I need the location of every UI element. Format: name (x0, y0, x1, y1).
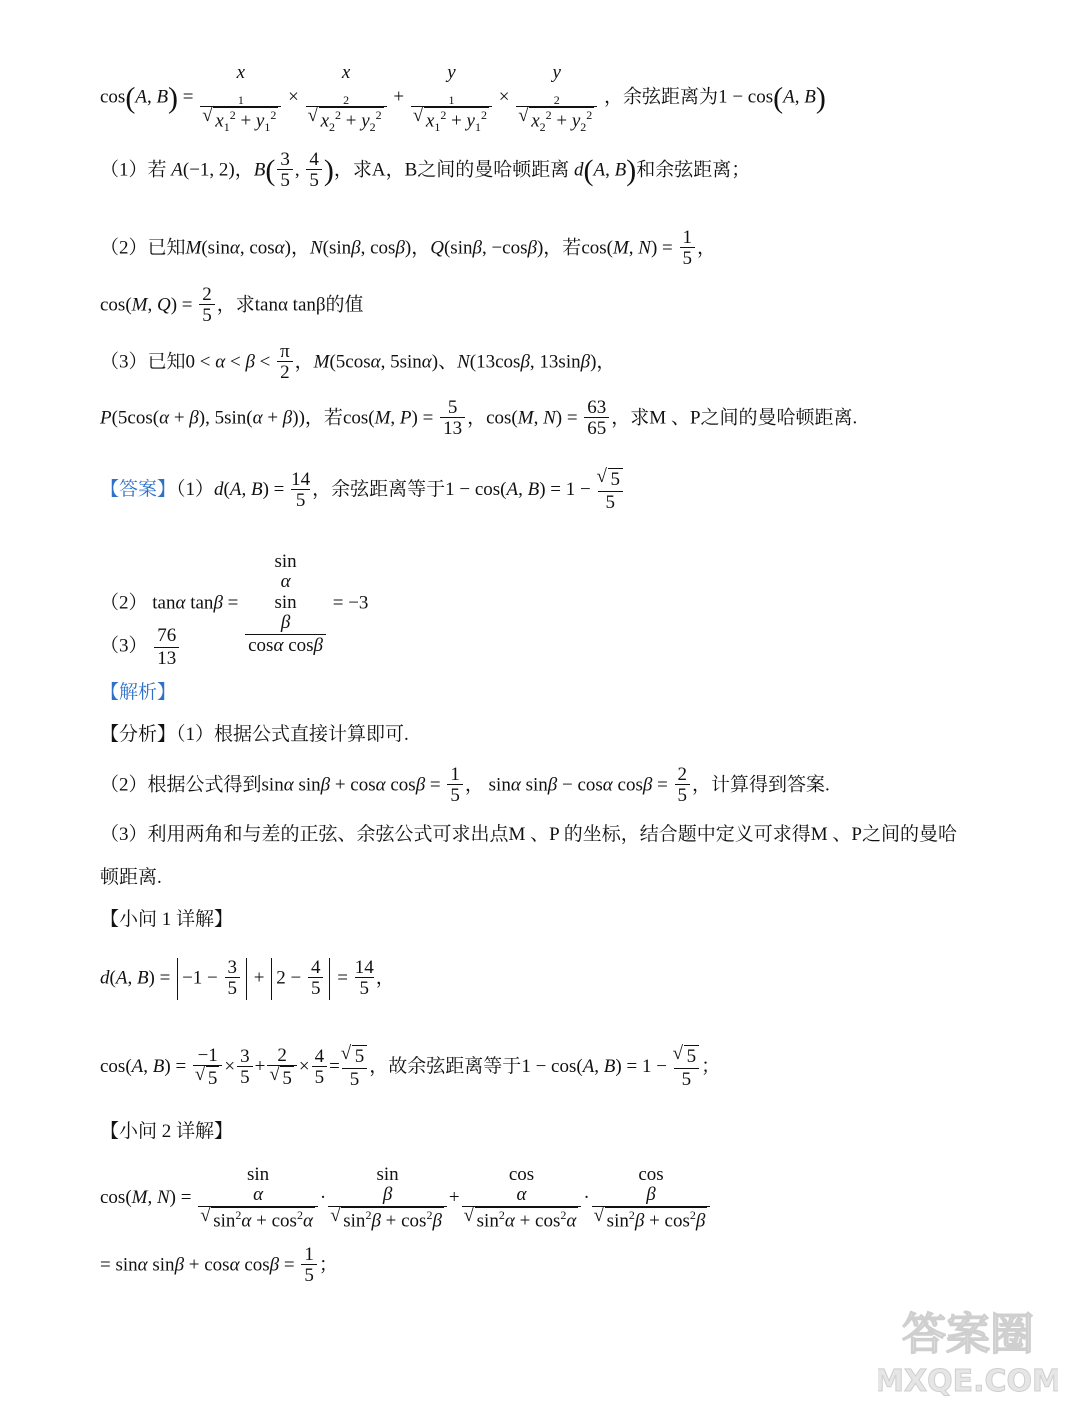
sub1-text: ，故余弦距离等于 (369, 1056, 522, 1078)
watermark-text-1: 答案圈 (902, 1309, 1034, 1360)
sub1-formula-cos: cos(A, B) = −1 √ 5 × 3 5 +2 √ 5 × 4 5 = √ $\frac{5}{5}$ ，故余弦距离等于1 − cos(A, B) = 1 − √ $\frac{5}{5}$ ； (100, 1045, 1020, 1091)
q1-tail: 和余弦距离； (636, 159, 751, 181)
question-1: （1）若 A(−1, 2)，B( 3 5 , 4 5 )，求A，B之间的曼哈顿距离 d(A, B)和余弦距离； (100, 149, 751, 191)
analysis-p3-line2: 顿距离. (100, 867, 162, 888)
answer-1-label: （1） (176, 479, 215, 501)
analysis-p2: （2）根据公式得到sinα sinβ + cosα cosβ = 1 5 ， sinα sinβ − cosα cosβ = 2 5 ，计算得到答案. (100, 764, 830, 806)
q1-text: ，求A，B之间的曼哈顿距离 (333, 159, 570, 181)
answer-tag: 【答案】 (100, 479, 177, 501)
analysis-p2-pre: （2）根据公式得到 (100, 774, 262, 796)
analysis-p2-post: ，计算得到答案. (692, 774, 830, 796)
q3-label: （3）已知 (100, 351, 186, 373)
sub2-result: = sinα sinβ + cosα cosβ = 1 5 ； (100, 1244, 338, 1286)
sub2-title: 【小问 2 详解】 (100, 1121, 234, 1142)
q3-text1: ，若 (304, 407, 343, 429)
intro-text: ，余弦距离为 (604, 86, 719, 108)
analysis-p3-line1: （3）利用两角和与差的正弦、余弦公式可求出点M 、P 的坐标，结合题中定义可求得M 、P之间的曼哈 (100, 824, 957, 845)
analysis-tag: 【解析】 (100, 682, 177, 703)
sub2-formula: cos(M, N) = sin α √ $\sin^2\alpha + \cos^2\alpha$ ·sin β √ $\sin^2\beta + \cos^2\beta$ +cos α √ $\sin^2\alpha + \cos^2\alpha$ ·cos β √ $\sin^2\beta + \cos^2\beta$ (100, 1165, 1020, 1232)
answer-3-num: 76 (157, 625, 177, 646)
answer-1: 【答案】（1）d(A, B) = 14 5 ，余弦距离等于1 − cos(A, B) = 1 − √ $\frac{5}{5}$ (100, 468, 1020, 514)
analysis-fenxi: 【分析】（1）根据公式直接计算即可. (100, 724, 409, 745)
watermark-logo (878, 1301, 1058, 1401)
sub1-formula-d: d(A, B) = −1 − 3 5 + 2 − 4 5 = 14 5 ， (100, 957, 395, 999)
watermark-text-2: MXQE.COM (878, 1364, 1058, 1399)
cosine-formula: cos(A, B) = x $_1$ √ $x_1^2 + y_1^2$ × x $_2$ √ $x_2^2 + y_2^2$ + y $_1$ √ $x_1^2 + y_1^2$ × y $_2$ √ $x_2^2 + y_2^2$ ，余弦距离为1 − cos(A, B) (100, 62, 1020, 135)
q2-text2: ，求tanα tanβ的值 (216, 294, 364, 316)
answer-2: （2） tanα tanβ = sin α sin β cosα cosβ = −3 (100, 551, 369, 656)
q1-label: （1）若 (100, 159, 167, 181)
analysis-p2-mid: ， (464, 774, 484, 796)
question-2: （2）已知M(sinα, cosα)，N(sinβ, cosβ)，Q(sinβ, −cosβ)，若cos(M, N) = 1 5 ， (100, 227, 717, 269)
answer-3 (100, 625, 1020, 670)
q2-label: （2）已知 (100, 237, 186, 259)
answer-3-den: 13 (154, 647, 179, 670)
question-3-cont: P(5cos(α + β), 5sin(α + β))，若cos(M, P) = 5 13 ，cos(M, N) = 63 65 ，求M 、P之间的曼哈顿距离. (100, 397, 858, 439)
answer-2-label: （2） (100, 592, 148, 614)
q2-text1: ，若 (543, 237, 582, 259)
question-2-cont: cos(M, Q) = 2 5 ，求tanα tanβ的值 (100, 284, 364, 326)
answer-3-label: （3） (100, 635, 148, 657)
sub1-title: 【小问 1 详解】 (100, 909, 234, 930)
answer-1-text: ，余弦距离等于 (312, 479, 446, 501)
question-3: （3）已知0 < α < β < π 2 ，M(5cosα, 5sinα)、N(13cosβ, 13sinβ)， (100, 341, 616, 383)
q3-text2: ，求M 、P之间的曼哈顿距离. (611, 407, 858, 429)
